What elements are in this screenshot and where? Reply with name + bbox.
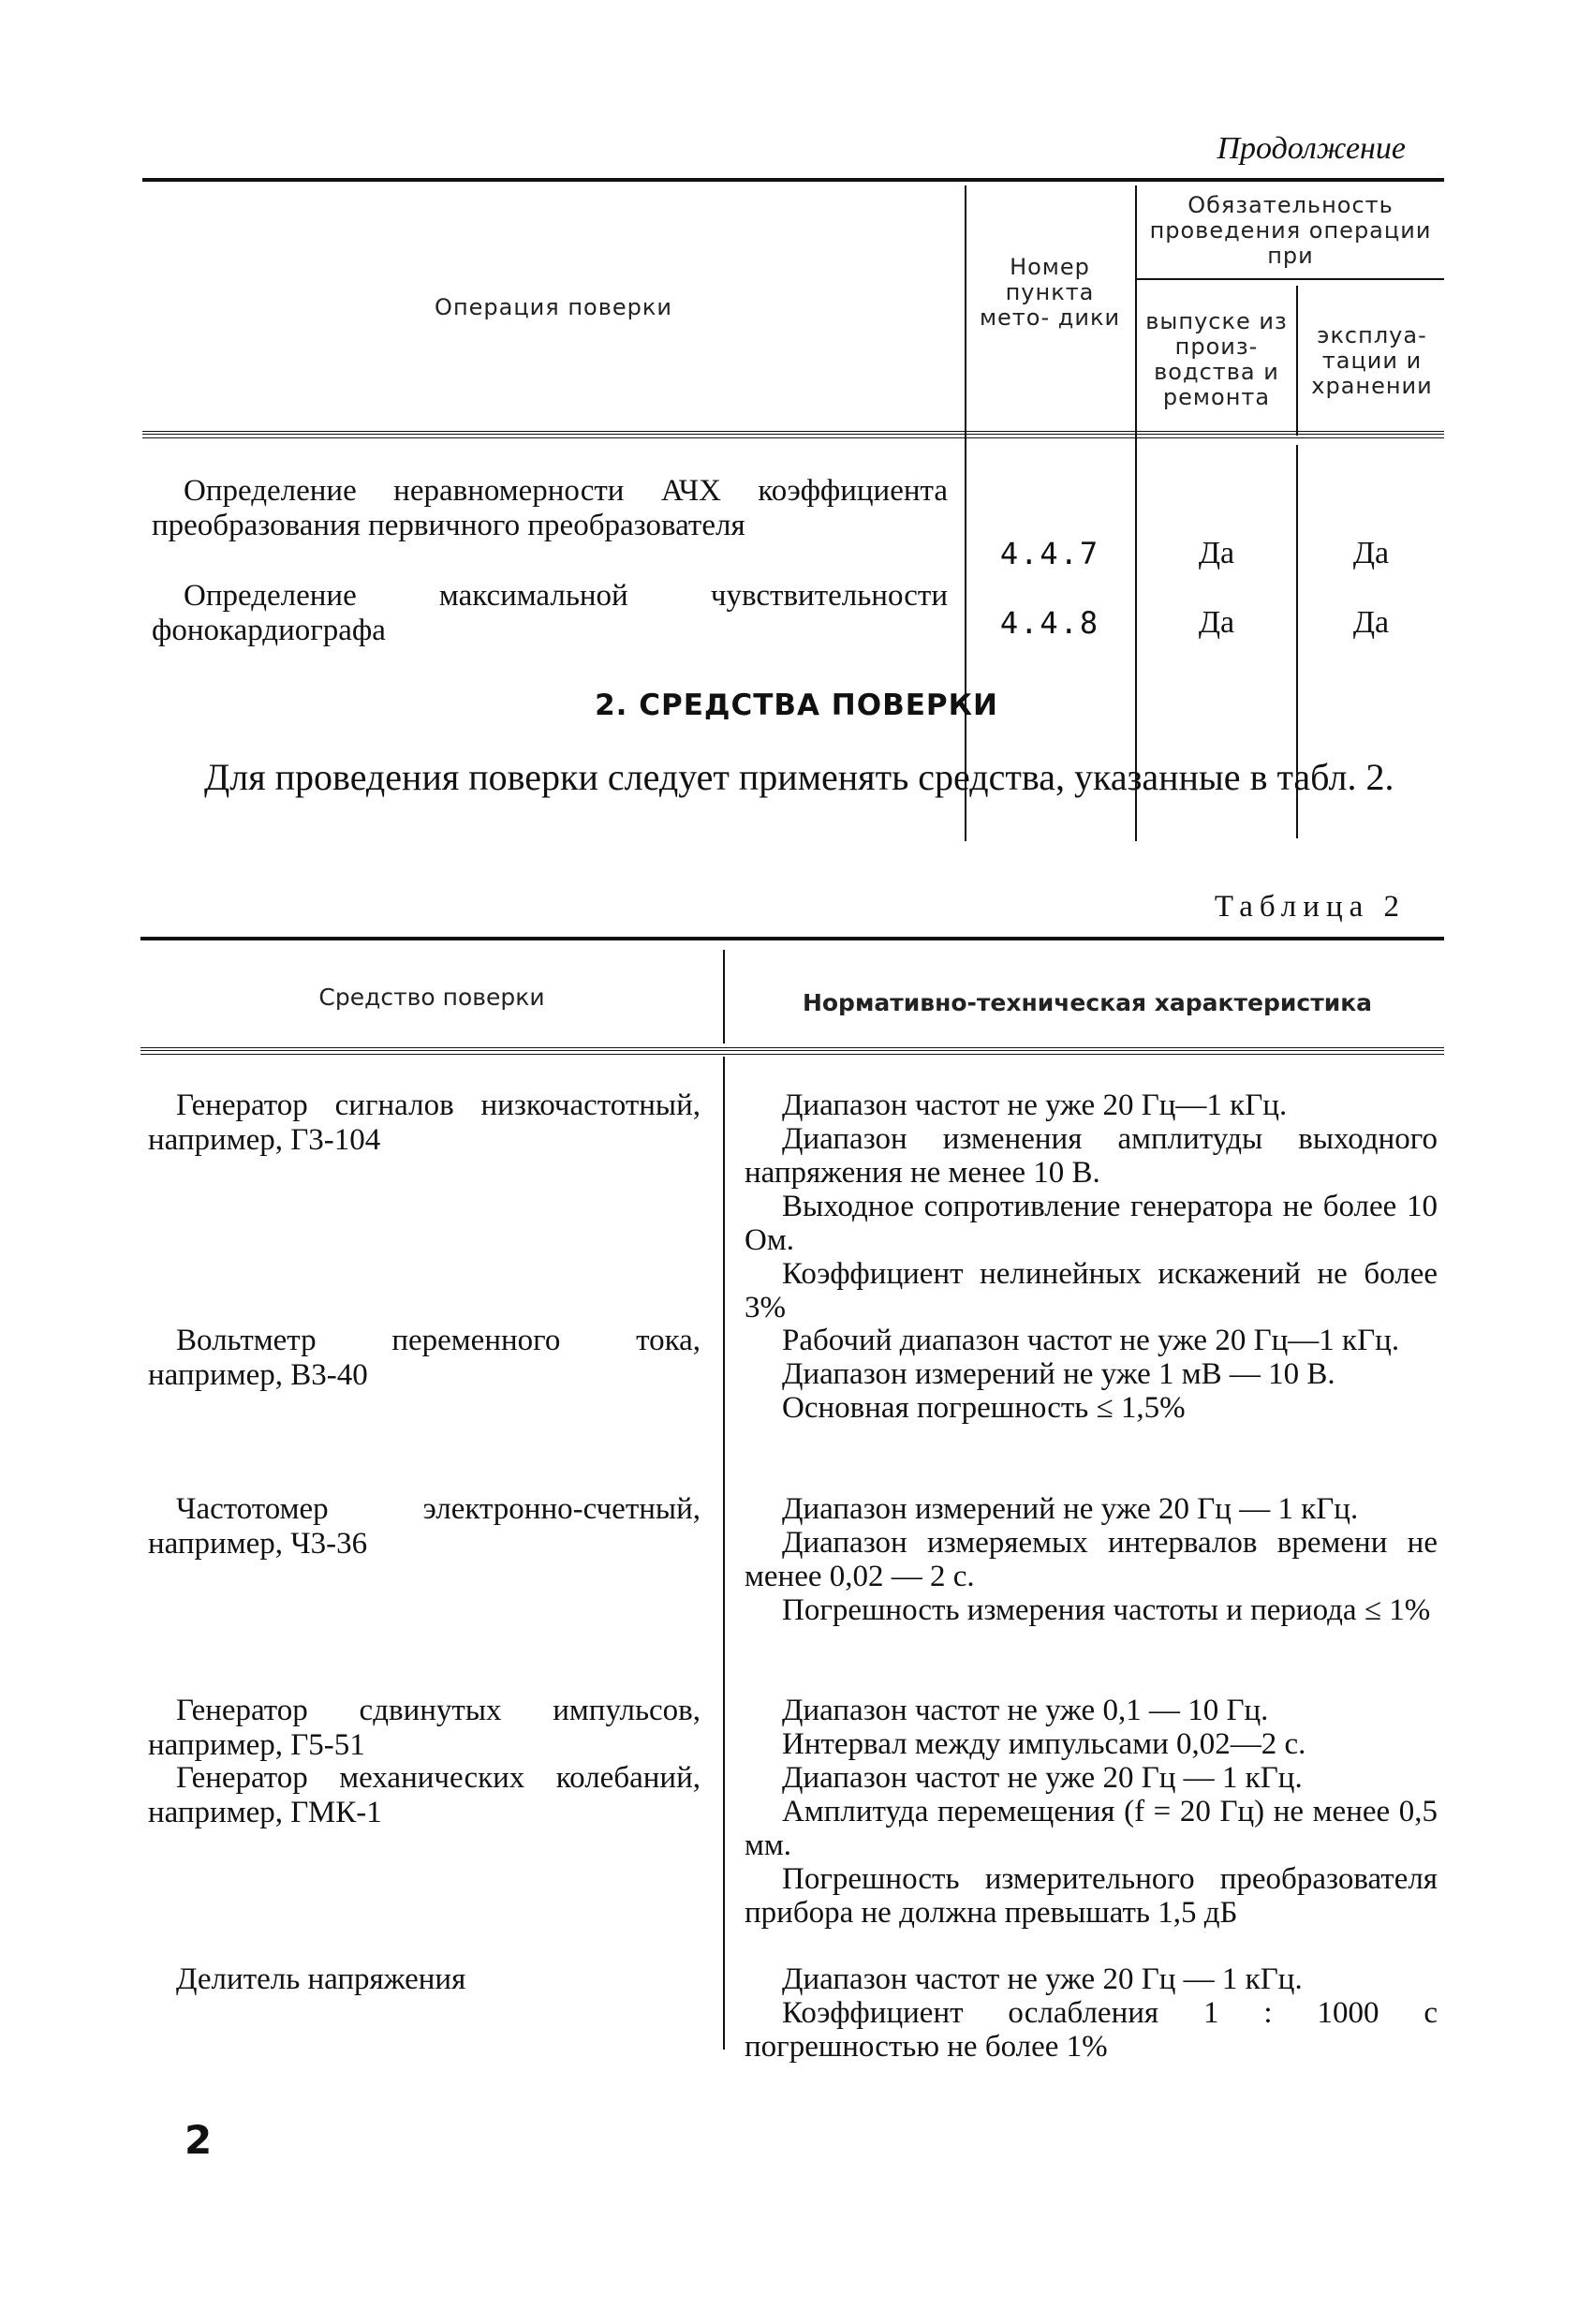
intro-paragraph: Для проведения поверки следует применять средства, указанные в табл. 2. xyxy=(204,756,1394,798)
header-operation: Операция поверки xyxy=(435,294,672,320)
spec-line: Диапазон измерений не уже 20 Гц — 1 кГц. xyxy=(782,1492,1359,1526)
table-label: Таблица 2 xyxy=(1214,890,1406,924)
table-top-rule xyxy=(140,937,1444,940)
table-header-rule xyxy=(142,431,1444,438)
spec-line: Диапазон частот не уже 20 Гц—1 кГц. xyxy=(782,1088,1288,1122)
column-divider xyxy=(723,950,725,1044)
spec-cell xyxy=(745,1492,1438,1627)
spec-line: Выходное сопротивление генератора не более 10 Ом. xyxy=(745,1190,1438,1257)
tool-name: Делитель напряжения xyxy=(176,1962,466,1996)
spec-cell xyxy=(745,1962,1438,2064)
spec-line: Рабочий диапазон частот не уже 20 Гц—1 кГц. xyxy=(782,1324,1400,1357)
item-number: 4.4.7 xyxy=(999,536,1100,571)
operation-text: Определение неравномерности АЧХ коэффициента преобразования первичного преобразователя xyxy=(152,474,948,542)
page-number: 2 xyxy=(184,2117,213,2163)
spec-line: Диапазон измерений не уже 1 мВ — 10 В. xyxy=(782,1357,1335,1391)
spec-line: Погрешность измерительного преобразователя прибора не должна превышать 1,5 дБ xyxy=(745,1862,1438,1930)
spec-line: Коэффициент нелинейных искажений не более 3% xyxy=(745,1257,1438,1325)
header-item-number: Номер пункта мето- дики xyxy=(979,254,1121,331)
column-divider xyxy=(965,185,966,841)
tool-name: Генератор сигналов низкочастотный, например, Г3-104 xyxy=(148,1088,701,1157)
header-tool: Средство поверки xyxy=(318,984,545,1011)
tool-name: Генератор механических колебаний, например, ГМК-1 xyxy=(148,1761,701,1829)
tool-name: Частотомер электронно-счетный, например, Ч3-36 xyxy=(148,1492,701,1561)
spec-line: Погрешность измерения частоты и периода ≤ 1% xyxy=(782,1593,1431,1627)
header-obligation: Обязательность проведения операции при xyxy=(1149,192,1432,269)
column-divider xyxy=(1296,286,1298,436)
spec-line: Диапазон частот не уже 0,1 — 10 Гц. xyxy=(782,1694,1269,1727)
verification-tools-table xyxy=(140,937,1444,2080)
spec-cell xyxy=(745,1761,1438,1930)
column-divider xyxy=(723,1057,725,2050)
spec-line: Основная погрешность ≤ 1,5% xyxy=(782,1391,1186,1425)
spec-cell xyxy=(745,1694,1438,1761)
operation-storage-value: Да xyxy=(1352,605,1390,640)
continuation-label: Продолжение xyxy=(1217,131,1406,166)
spec-line: Диапазон частот не уже 20 Гц — 1 кГц. xyxy=(782,1962,1303,1996)
operation-storage-value: Да xyxy=(1352,536,1390,570)
release-value: Да xyxy=(1198,605,1235,640)
column-divider xyxy=(1135,185,1137,841)
release-value: Да xyxy=(1198,536,1235,570)
header-spec: Нормативно-техническая характеристика xyxy=(802,989,1373,1016)
spec-line: Интервал между импульсами 0,02—2 с. xyxy=(782,1727,1306,1761)
table-top-rule xyxy=(142,178,1444,182)
spec-line: Амплитуда перемещения (f = 20 Гц) не менее 0,5 мм. xyxy=(745,1795,1438,1862)
spec-line: Коэффициент ослабления 1 : 1000 с погрешностью не более 1% xyxy=(745,1996,1438,2064)
table-header-rule xyxy=(140,1047,1444,1055)
operation-text: Определение максимальной чувствительности фонокардиографа xyxy=(152,579,948,647)
section-title: 2. СРЕДСТВА ПОВЕРКИ xyxy=(595,688,998,722)
spec-line: Диапазон частот не уже 20 Гц — 1 кГц. xyxy=(782,1761,1303,1795)
item-number: 4.4.8 xyxy=(999,605,1100,641)
spec-line: Диапазон измеряемых интервалов времени не менее 0,02 — 2 с. xyxy=(745,1526,1438,1593)
spec-line: Диапазон изменения амплитуды выходного напряжения не менее 10 В. xyxy=(745,1122,1438,1190)
tool-name: Вольтметр переменного тока, например, В3-40 xyxy=(148,1324,701,1392)
tool-name: Генератор сдвинутых импульсов, например, Г5-51 xyxy=(148,1694,701,1762)
spec-cell xyxy=(745,1324,1438,1425)
header-release: выпуске из произ- водства и ремонта xyxy=(1145,308,1288,410)
spec-cell xyxy=(745,1088,1438,1325)
header-operation-storage: эксплуа- тации и хранении xyxy=(1311,322,1433,399)
subheader-rule xyxy=(1135,278,1444,280)
